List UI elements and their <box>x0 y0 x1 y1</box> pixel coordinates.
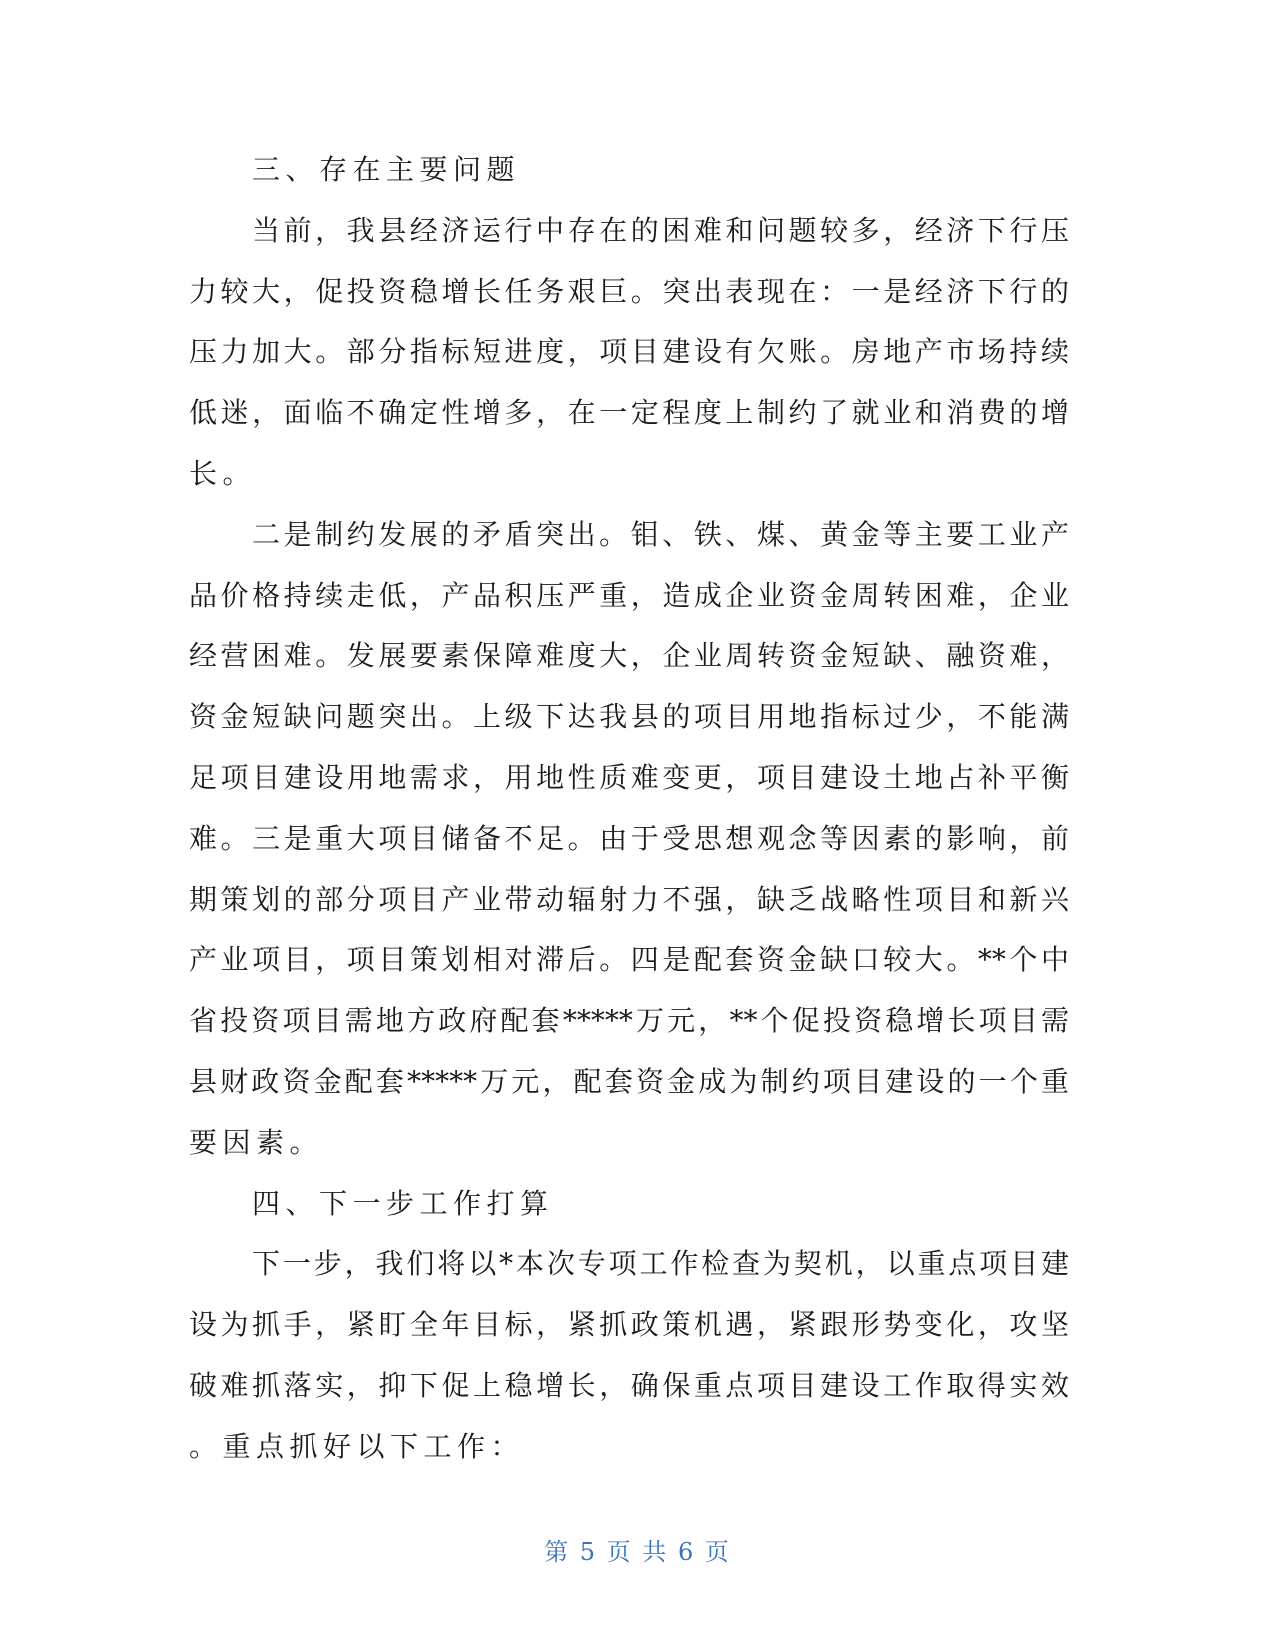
footer-middle: 页 共 <box>606 1538 669 1566</box>
paragraph-line: 长。 <box>189 456 257 490</box>
paragraph-line: 难。三是重大项目储备不足。由于受思想观念等因素的影响，前 <box>189 821 1069 855</box>
total-page-count: 6 <box>677 1538 696 1566</box>
paragraph-line: 力较大，促投资稳增长任务艰巨。突出表现在：一是经济下行的 <box>189 274 1069 308</box>
section-heading: 三、存在主要问题 <box>252 153 521 186</box>
paragraph-line: 要因素。 <box>189 1125 324 1159</box>
paragraph-line: 省投资项目需地方政府配套*****万元，**个促投资稳增长项目需 <box>189 1004 1069 1038</box>
paragraph-line: 压力加大。部分指标短进度，项目建设有欠账。房地产市场持续 <box>189 335 1069 369</box>
paragraph-line: 。重点抓好以下工作： <box>189 1429 525 1463</box>
paragraph-line: 下一步，我们将以*本次专项工作检查为契机，以重点项目建 <box>252 1247 1069 1281</box>
paragraph-line: 足项目建设用地需求，用地性质难变更，项目建设土地占补平衡 <box>189 760 1069 794</box>
paragraph-line: 品价格持续走低，产品积压严重，造成企业资金周转困难，企业 <box>189 578 1069 612</box>
paragraph-line: 当前，我县经济运行中存在的困难和问题较多，经济下行压 <box>252 213 1069 247</box>
paragraph-line: 破难抓落实，抑下促上稳增长，确保重点项目建设工作取得实效 <box>189 1368 1069 1402</box>
paragraph-line: 经营困难。发展要素保障难度大，企业周转资金短缺、融资难， <box>189 639 1069 673</box>
paragraph-line: 期策划的部分项目产业带动辐射力不强，缺乏战略性项目和新兴 <box>189 882 1069 916</box>
section-heading: 四、下一步工作打算 <box>252 1186 554 1220</box>
footer-prefix: 第 <box>544 1538 571 1566</box>
paragraph-line: 低迷，面临不确定性增多，在一定程度上制约了就业和消费的增 <box>189 396 1069 430</box>
document-body <box>189 140 1069 1478</box>
footer-suffix: 页 <box>704 1538 731 1566</box>
page-number-footer <box>0 1532 1275 1567</box>
paragraph-line: 县财政资金配套*****万元，配套资金成为制约项目建设的一个重 <box>189 1064 1069 1098</box>
paragraph-line: 资金短缺问题突出。上级下达我县的项目用地指标过少，不能满 <box>189 700 1069 734</box>
paragraph-line: 二是制约发展的矛盾突出。钼、铁、煤、黄金等主要工业产 <box>252 517 1069 551</box>
paragraph-line: 设为抓手，紧盯全年目标，紧抓政策机遇，紧跟形势变化，攻坚 <box>189 1308 1069 1342</box>
paragraph-line: 产业项目，项目策划相对滞后。四是配套资金缺口较大。**个中 <box>189 943 1069 977</box>
current-page-number: 5 <box>579 1538 598 1566</box>
